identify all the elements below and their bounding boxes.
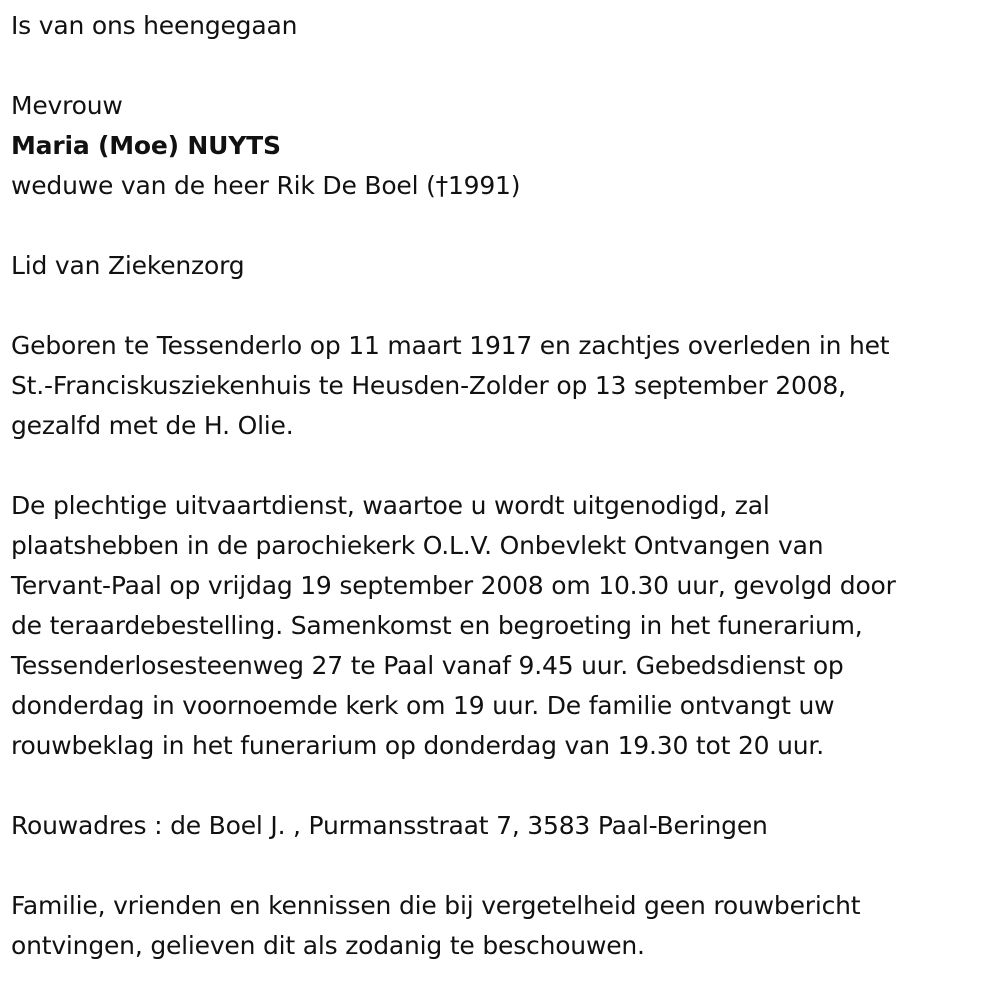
- spacer: [11, 206, 1000, 246]
- paragraph-line: Familie, vrienden en kennissen die bij vergetelheid geen rouwbericht: [11, 891, 861, 920]
- birth-death-paragraph: [11, 326, 1000, 446]
- spouse-text: weduwe van de heer Rik De Boel (†1991): [11, 171, 521, 200]
- closing-paragraph: [11, 886, 1000, 966]
- paragraph-line: donderdag in voornoemde kerk om 19 uur. De familie ontvangt uw: [11, 691, 835, 720]
- paragraph-line: de teraardebestelling. Samenkomst en begroeting in het funerarium,: [11, 611, 863, 640]
- paragraph-line: ontvingen, gelieven dit als zodanig te beschouwen.: [11, 931, 645, 960]
- paragraph-line: plaatshebben in de parochiekerk O.L.V. Onbevlekt Ontvangen van: [11, 531, 824, 560]
- funeral-paragraph: [11, 486, 1000, 766]
- paragraph-line: De plechtige uitvaartdienst, waartoe u wordt uitgenodigd, zal: [11, 491, 770, 520]
- spacer: [11, 46, 1000, 86]
- paragraph-line: Geboren te Tessenderlo op 11 maart 1917 en zachtjes overleden in het: [11, 331, 890, 360]
- paragraph-line: gezalfd met de H. Olie.: [11, 411, 294, 440]
- honorific: Mevrouw: [11, 91, 123, 120]
- paragraph-line: Tessenderlosesteenweg 27 te Paal vanaf 9.45 uur. Gebedsdienst op: [11, 651, 844, 680]
- paragraph-line: rouwbeklag in het funerarium op donderdag van 19.30 tot 20 uur.: [11, 731, 824, 760]
- spacer: [11, 766, 1000, 806]
- spacer: [11, 286, 1000, 326]
- deceased-name: Maria (Moe) NUYTS: [11, 131, 281, 160]
- spacer: [11, 446, 1000, 486]
- paragraph-line: Tervant-Paal op vrijdag 19 september 2008 om 10.30 uur, gevolgd door: [11, 571, 896, 600]
- intro-text: Is van ons heengegaan: [11, 11, 298, 40]
- paragraph-line: St.-Franciskusziekenhuis te Heusden-Zolder op 13 september 2008,: [11, 371, 846, 400]
- membership-text: Lid van Ziekenzorg: [11, 251, 245, 280]
- mourning-address: Rouwadres : de Boel J. , Purmansstraat 7, 3583 Paal-Beringen: [11, 811, 768, 840]
- spacer: [11, 846, 1000, 886]
